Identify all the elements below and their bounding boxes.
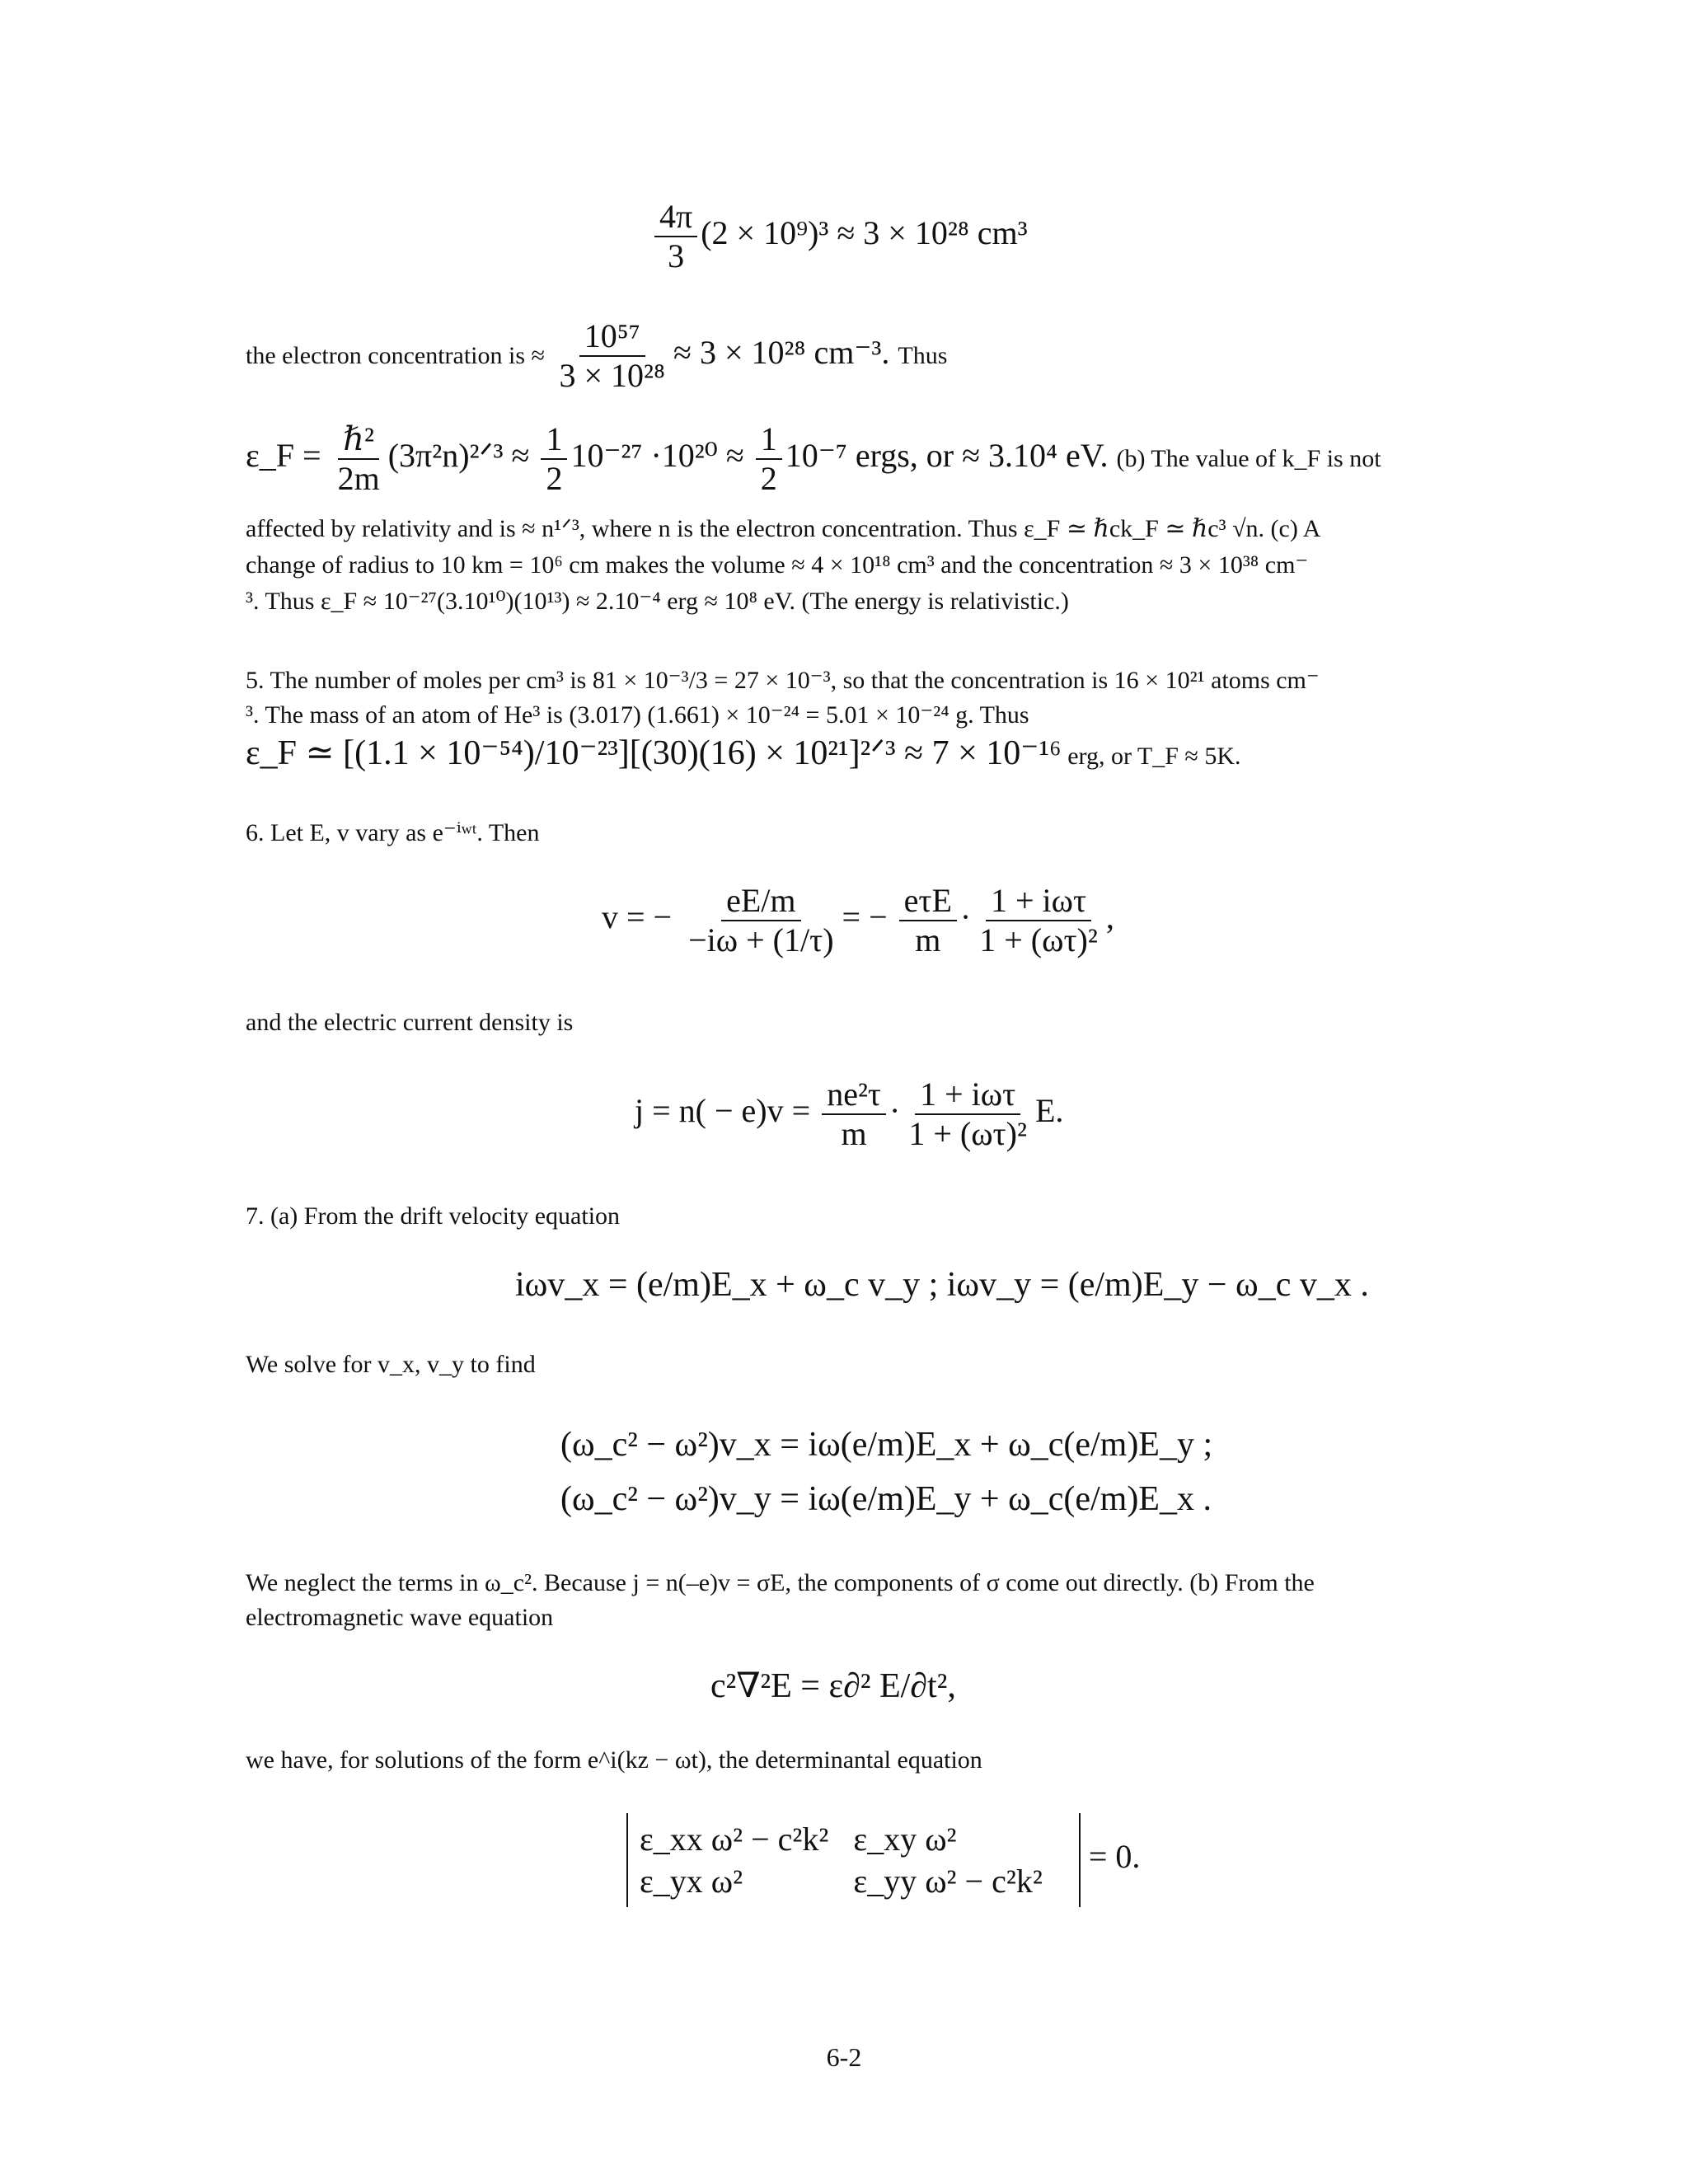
fermi-energy-line <box>246 420 1482 498</box>
denominator: 3 × 10²⁸ <box>559 357 665 394</box>
paragraph-text: we have, for solutions of the form e^i(kz − ωt), the determinantal equation <box>246 1746 982 1774</box>
velocity-system-equations <box>560 1418 1212 1526</box>
equation-line: (ω_c² − ω²)v_x = iω(e/m)E_x + ω_c(e/m)E_y ; <box>560 1426 1213 1464</box>
fraction <box>822 1076 886 1153</box>
wave-equation <box>710 1665 956 1706</box>
denominator: 2 <box>546 460 563 497</box>
numerator: eE/m <box>721 882 800 921</box>
numerator: 1 + iωτ <box>986 882 1091 921</box>
equation-text: ε_F ≃ [(1.1 × 10⁻⁵⁴)/10⁻²³][(30)(16) × 10²¹]²ᐟ³ ≈ 7 × 10⁻¹⁶ <box>246 734 1062 772</box>
equation-text: v = − <box>602 898 673 936</box>
denominator: m <box>841 1115 867 1152</box>
numerator: ne²τ <box>822 1076 886 1115</box>
paragraph-text: the electron concentration is ≈ <box>246 342 545 370</box>
equation-text: 10⁻⁷ ergs, or ≈ 3.10⁴ eV. <box>785 437 1109 475</box>
equation-text: E. <box>1034 1092 1064 1130</box>
denominator: 2m <box>337 460 380 497</box>
paragraph-line: change of radius to 10 km = 10⁶ cm makes the volume ≈ 4 × 10¹⁸ cm³ and the concentration ≈ 3 × 10³⁸ cm⁻ <box>246 551 1309 579</box>
numerator: 1 <box>541 420 567 460</box>
equation-text: 10⁻²⁷ ·10²⁰ ≈ <box>570 437 744 475</box>
denominator: 3 <box>668 237 685 274</box>
equation-text: (2 × 10⁹)³ ≈ 3 × 10²⁸ cm³ <box>701 214 1028 252</box>
fraction <box>756 420 782 498</box>
numerator: 4π <box>654 198 697 237</box>
denominator: m <box>915 921 941 958</box>
equation-text: , <box>1105 898 1114 936</box>
fraction <box>903 1076 1032 1153</box>
numerator: 1 + iωτ <box>915 1076 1020 1115</box>
page-number: 6-2 <box>826 2042 862 2072</box>
paragraph-problem-5 <box>246 663 1434 774</box>
denominator: 1 + (ωτ)² <box>979 921 1098 958</box>
numerator: ℏ² <box>338 420 379 460</box>
denominator: 1 + (ωτ)² <box>908 1115 1027 1152</box>
paragraph-text: Thus <box>898 342 948 370</box>
concentration-line <box>246 317 1434 395</box>
paragraph-line: 5. The number of moles per cm³ is 81 × 10⁻³/3 = 27 × 10⁻³, so that the concentration is 16 × 10²¹ atoms cm⁻ <box>246 667 1320 694</box>
equation-text: c²∇²E = ε∂² E/∂t², <box>710 1667 956 1705</box>
denominator: 2 <box>760 460 777 497</box>
determinant-equation <box>626 1813 1140 1907</box>
matrix-cell: ε_yy ω² − c²k² <box>853 1863 1043 1900</box>
paragraph-text: 7. (a) From the drift velocity equation <box>246 1202 621 1230</box>
paragraph-relativity <box>246 511 1434 620</box>
equation-text: j = n( − e)v = <box>635 1092 811 1130</box>
paragraph-line: affected by relativity and is ≈ n¹ᐟ³, where n is the electron concentration. Thus ε_F ≃ ℏck_F ≃ ℏc³ √n. (c) A <box>246 515 1321 542</box>
equation-text: ε_F = <box>246 437 321 475</box>
current-density-equation <box>635 1076 1063 1153</box>
matrix-cell: ε_yx ω² <box>640 1863 743 1900</box>
fraction <box>899 882 957 959</box>
fraction <box>541 420 567 498</box>
paragraph-line: We neglect the terms in ω_c². Because j = n(–e)v = σE, the components of σ come out directly. (b) From the <box>246 1569 1315 1596</box>
paragraph-neglect <box>246 1566 1434 1635</box>
equation-line: (ω_c² − ω²)v_y = iω(e/m)E_y + ω_c(e/m)E_x . <box>560 1480 1212 1518</box>
fraction <box>333 420 385 498</box>
equation-text: · <box>959 898 972 936</box>
paragraph-problem-6 <box>246 816 1434 851</box>
fraction <box>654 198 697 275</box>
paragraph-text: erg, or T_F ≈ 5K. <box>1067 743 1241 770</box>
equation-text: · <box>889 1092 901 1130</box>
equation-text: = − <box>842 898 888 936</box>
equation-text: iωv_x = (e/m)E_x + ω_c v_y ; iωv_y = (e/m)E_y − ω_c v_x . <box>515 1266 1369 1304</box>
determinant <box>626 1813 1081 1907</box>
equation-text: ≈ 3 × 10²⁸ cm⁻³. <box>673 334 890 372</box>
paragraph-current-density <box>246 1005 1434 1040</box>
paragraph-line: ³. Thus ε_F ≈ 10⁻²⁷(3.10¹⁰)(10¹³) ≈ 2.10⁻⁴ erg ≈ 10⁸ eV. (The energy is relativistic.) <box>246 588 1069 615</box>
fraction <box>683 882 838 959</box>
paragraph-text: We solve for v_x, v_y to find <box>246 1351 536 1378</box>
matrix-cell: ε_xy ω² <box>853 1821 957 1858</box>
velocity-equation <box>602 882 1114 959</box>
equation-text: (3π²n)²ᐟ³ ≈ <box>387 437 530 475</box>
paragraph-solve <box>246 1347 1434 1382</box>
paragraph-solution-form <box>246 1743 1434 1778</box>
denominator: −iω + (1/τ) <box>688 921 834 958</box>
equation-text: = 0. <box>1088 1838 1141 1876</box>
numerator: eτE <box>899 882 957 921</box>
fraction <box>555 317 671 395</box>
paragraph-text: and the electric current density is <box>246 1009 574 1036</box>
numerator: 10⁵⁷ <box>579 317 645 357</box>
paragraph-problem-7 <box>246 1199 1434 1234</box>
paragraph-line: ³. The mass of an atom of He³ is (3.017) (1.661) × 10⁻²⁴ = 5.01 × 10⁻²⁴ g. Thus <box>246 701 1029 729</box>
fraction <box>974 882 1103 959</box>
volume-equation <box>651 198 1028 275</box>
paragraph-text: (b) The value of k_F is not <box>1116 445 1381 473</box>
paragraph-line: electromagnetic wave equation <box>246 1604 554 1631</box>
numerator: 1 <box>756 420 782 460</box>
paragraph-text: 6. Let E, v vary as e⁻ⁱʷᵗ. Then <box>246 819 540 846</box>
matrix-cell: ε_xx ω² − c²k² <box>640 1821 829 1858</box>
drift-velocity-equation <box>515 1265 1369 1305</box>
